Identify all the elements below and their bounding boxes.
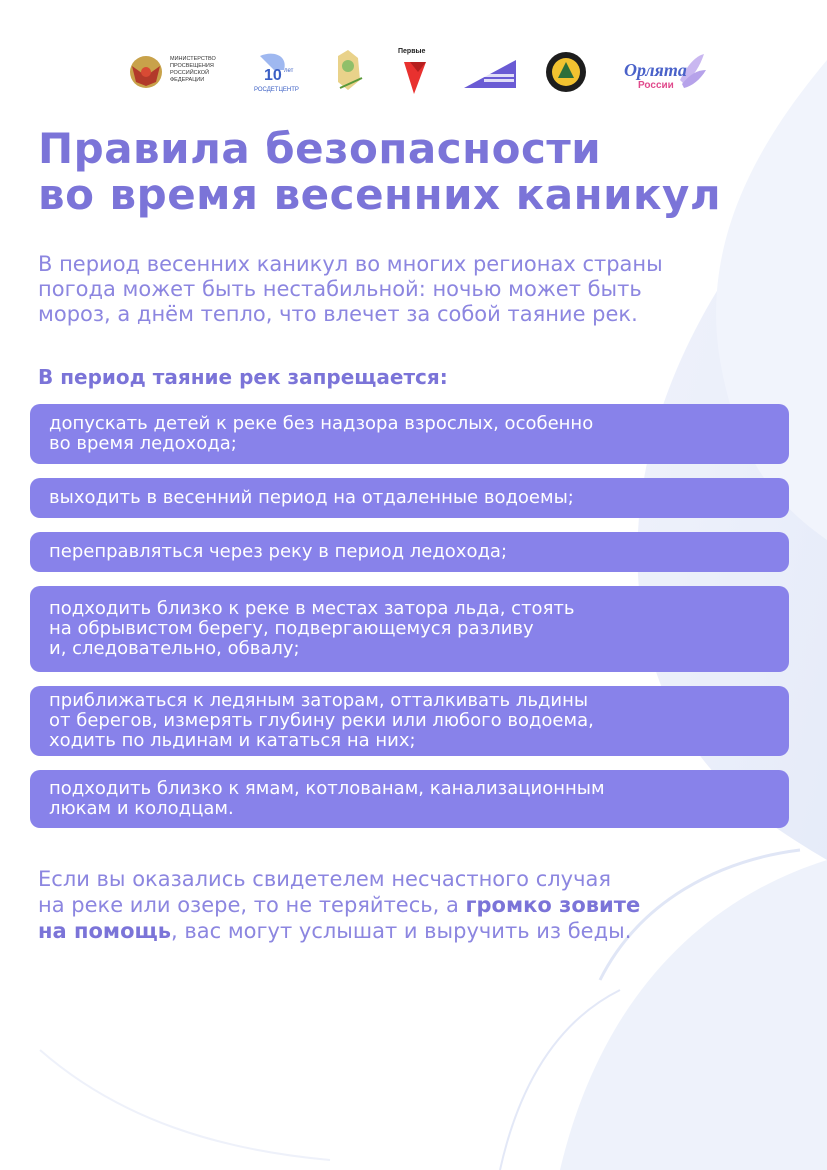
rule-line: подходить близко к реке в местах затора льда, стоять <box>49 598 575 619</box>
navigators-logo <box>462 46 518 98</box>
navigators-mark-icon <box>462 54 518 94</box>
title-line: во время весенних каникул <box>38 170 722 219</box>
closing-text: , вас могут услышат и выручить из беды. <box>171 919 632 943</box>
mascot-logo <box>332 46 366 98</box>
ministry-logo <box>126 46 216 98</box>
rule-line: переправляться через реку в период ледохода; <box>49 541 508 562</box>
rule-item <box>30 686 789 756</box>
rosdetcentr-mark-icon <box>254 50 304 94</box>
closing-line <box>38 892 798 918</box>
rules-heading: В период таяние рек запрещается: <box>38 365 448 389</box>
intro-line: В период весенних каникул во многих регионах страны <box>38 252 663 276</box>
page-title <box>38 126 798 218</box>
closing-line <box>38 918 798 944</box>
orlyata-logo <box>624 46 706 98</box>
closing-paragraph <box>38 866 798 944</box>
rule-line: допускать детей к реке без надзора взрослых, особенно <box>49 413 594 434</box>
rule-item <box>30 404 789 464</box>
rule-line: и, следовательно, обвалу; <box>49 638 300 659</box>
round-seal-logo <box>544 46 588 98</box>
rule-line: ходить по льдинам и кататься на них; <box>49 730 416 751</box>
round-seal-icon <box>544 50 588 94</box>
svg-text:России: России <box>638 80 674 91</box>
mascot-icon <box>332 48 366 94</box>
rule-line: приближаться к ледяным заторам, отталкивать льдины <box>49 690 589 711</box>
rule-item <box>30 770 789 828</box>
pervye-logo <box>398 46 432 98</box>
rosdetcentr-logo <box>254 46 304 98</box>
rule-line: от берегов, измерять глубину реки или любого водоема, <box>49 710 594 731</box>
title-line: Правила безопасности <box>38 124 602 173</box>
ministry-logo-text: МИНИСТЕРСТВО ПРОСВЕЩЕНИЯ РОССИЙСКОЙ ФЕДЕРАЦИИ <box>170 56 216 83</box>
rule-line: подходить близко к ямам, котлованам, канализационным <box>49 778 605 799</box>
rule-line: люкам и колодцам. <box>49 798 234 819</box>
closing-emphasis: на помощь <box>38 919 172 943</box>
rule-line: выходить в весенний период на отдаленные водоемы; <box>49 487 574 508</box>
rule-line: во время ледохода; <box>49 433 237 454</box>
eagle-emblem-icon <box>126 52 166 92</box>
rule-item <box>30 532 789 572</box>
rule-item <box>30 586 789 672</box>
closing-text: на реке или озере, то не теряйтесь, а <box>38 893 466 917</box>
rule-line: на обрывистом берегу, подвергающемуся разливу <box>49 618 534 639</box>
logo-row <box>126 46 706 98</box>
intro-paragraph <box>38 252 798 327</box>
svg-text:РОСДЕТЦЕНТР: РОСДЕТЦЕНТР <box>254 87 299 93</box>
svg-text:10: 10 <box>264 67 282 84</box>
rule-item <box>30 478 789 518</box>
orlyata-mark-icon <box>624 50 706 96</box>
svg-text:Орлята: Орлята <box>624 60 687 80</box>
svg-text:лет: лет <box>284 68 294 74</box>
closing-emphasis: громко зовите <box>465 893 641 917</box>
intro-line: мороз, а днём тепло, что влечет за собой таяние рек. <box>38 302 638 326</box>
pervye-mark-icon <box>400 56 430 96</box>
intro-line: погода может быть нестабильной: ночью может быть <box>38 277 642 301</box>
pervye-logo-text: Первые <box>398 48 426 55</box>
closing-line: Если вы оказались свидетелем несчастного случая <box>38 867 612 891</box>
